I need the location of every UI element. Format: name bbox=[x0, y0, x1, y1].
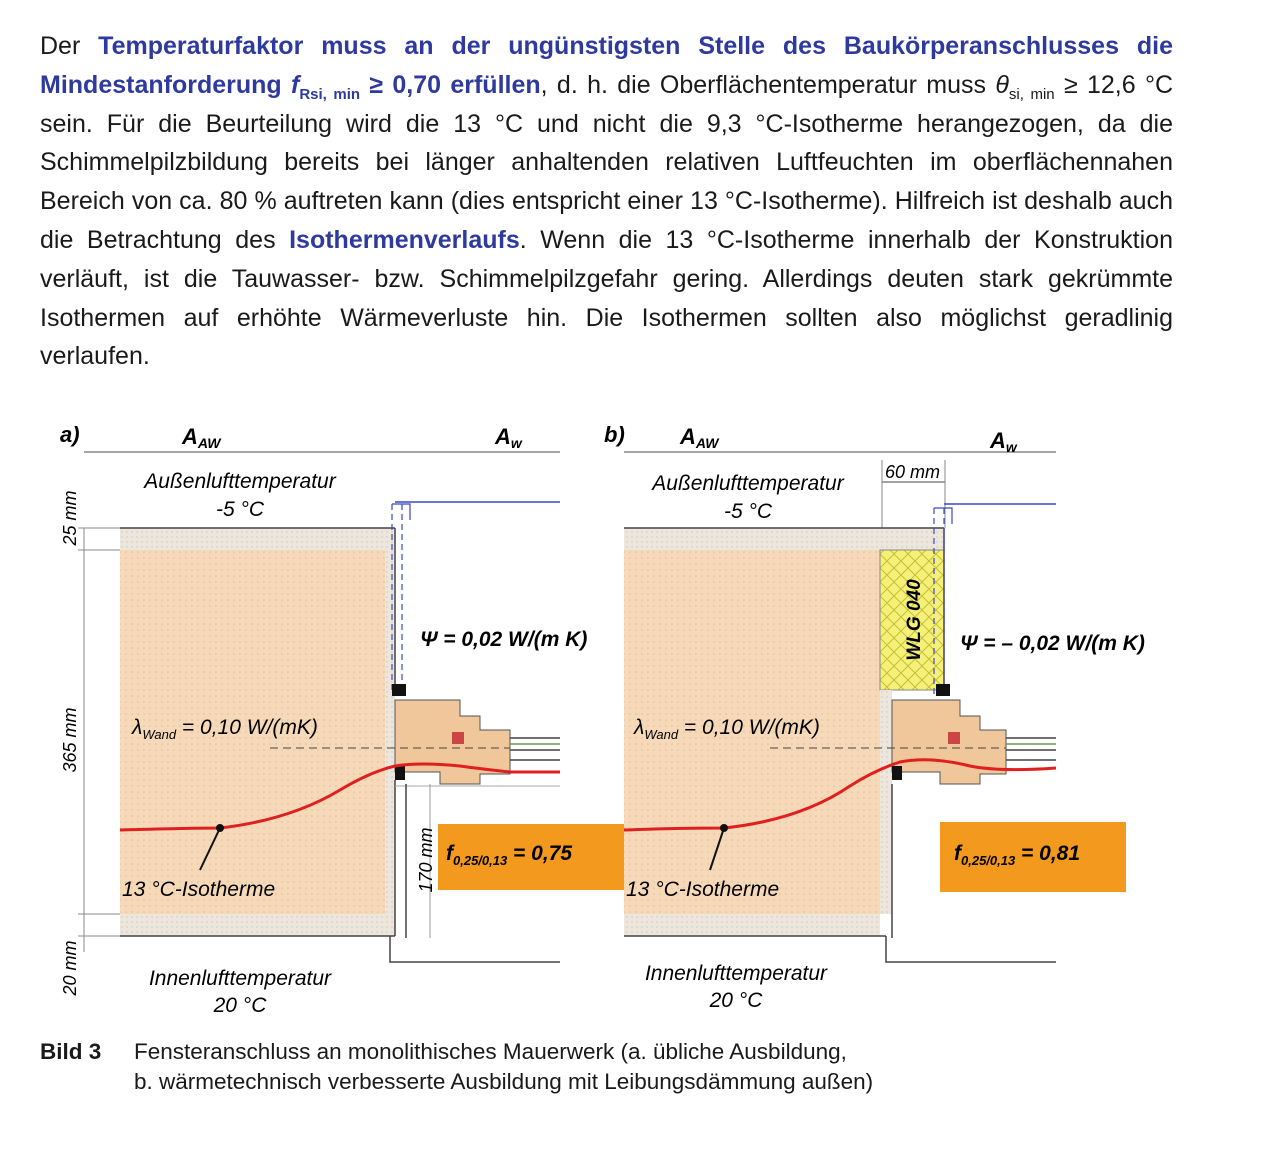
indoor-label: Innenlufttemperatur bbox=[644, 962, 828, 985]
figure-caption bbox=[40, 1037, 873, 1097]
indoor-label: Innenlufttemperatur bbox=[148, 967, 332, 990]
theta-symbol: θ bbox=[995, 70, 1009, 99]
dim-bottom: 20 mm bbox=[60, 940, 80, 996]
text-run: , d. h. die Oberflächentemperatur muss bbox=[540, 70, 996, 99]
inner-reveal-line bbox=[390, 936, 560, 962]
lambda-label: $\lambda_{Wand} = 0,10$ W/(mK) bbox=[634, 716, 820, 742]
b-w-label: Aw bbox=[990, 428, 1017, 455]
psi-value: Ψ = 0,02 W/(m K) bbox=[420, 628, 588, 651]
insulation-label: WLG 040 bbox=[904, 579, 925, 661]
inner-plaster bbox=[120, 914, 395, 936]
highlight-isothermenverlauf: Isothermenverlaufs bbox=[289, 225, 520, 254]
panel-a bbox=[60, 422, 624, 1017]
caption-line-2: b. wärmetechnisch verbesserte Ausbildung mit Leibungsdämmung außen) bbox=[134, 1069, 874, 1094]
f-value: $f_{0,25/0,13} = 0,81$ bbox=[954, 842, 1081, 868]
outdoor-value: -5 °C bbox=[723, 500, 773, 523]
caption-line-1: Fensteranschluss an monolithisches Mauerwerk (a. übliche Ausbildung, bbox=[134, 1039, 847, 1064]
dim-mid: 365 mm bbox=[60, 707, 80, 773]
dim-top: 25 mm bbox=[60, 490, 80, 546]
body-paragraph bbox=[40, 27, 1173, 376]
outer-plaster bbox=[120, 528, 395, 550]
panel-a-label: a) bbox=[60, 422, 80, 447]
outdoor-label: Außenlufttemperatur bbox=[652, 472, 844, 495]
dim-reveal: 170 mm bbox=[416, 827, 436, 893]
isotherm-label: 13 °C-Isotherme bbox=[626, 878, 780, 901]
inner-plaster bbox=[624, 914, 880, 936]
dim-insulation: 60 mm bbox=[885, 462, 941, 482]
b-aw-label: AAW bbox=[680, 424, 719, 451]
detail-drawing bbox=[40, 400, 1240, 1030]
outer-plaster bbox=[624, 528, 944, 550]
highlight-temperaturfaktor: Temperaturfaktor muss an der ungünstigsten Stelle des Baukörperanschlusses die Mindestanforderung $f_{Rsi, min} \ge 0,70$ erfüllen bbox=[40, 32, 1173, 103]
panel-b-label: b) bbox=[604, 422, 625, 447]
theta-subscript: si, min bbox=[1008, 85, 1055, 103]
indoor-value: 20 °C bbox=[213, 994, 267, 1017]
indoor-value: 20 °C bbox=[709, 989, 763, 1012]
outdoor-label: Außenlufttemperatur bbox=[144, 470, 336, 493]
text-run: ≥ 12,6 °C sein. Für die Beurteilung wird die 13 °C und nicht die 9,3 °C-Isotherme herangezogen, da die Schimmelpilzbildung bereits bei länger anhaltenden relativen Luftfeuchten im oberflächennahen Bereich von ca. 80 % auftreten kann (dies entspricht einer 13 °C-Isotherme). Hilfreich ist deshalb auch die Betrachtung des bbox=[40, 70, 1174, 254]
outdoor-value: -5 °C bbox=[215, 498, 265, 521]
figure-window-connection bbox=[40, 400, 1240, 1030]
isotherm-label: 13 °C-Isotherme bbox=[122, 878, 276, 901]
a-aw-label: AAW bbox=[182, 424, 221, 451]
lambda-label: $\lambda_{Wand} = 0,10$ W/(mK) bbox=[132, 716, 318, 742]
caption-label: Bild 3 bbox=[40, 1039, 102, 1064]
panel-b bbox=[604, 422, 1145, 1012]
psi-value: Ψ = – 0,02 W/(m K) bbox=[960, 632, 1145, 655]
text-run: Der bbox=[40, 32, 99, 60]
a-w-label: Aw bbox=[495, 424, 522, 451]
f-value: $f_{0,25/0,13} = 0,75$ bbox=[446, 842, 573, 868]
text-run: . Wenn die 13 °C-Isotherme innerhalb der Konstruktion verläuft, ist die Tauwasser- bzw. Schimmelpilzgefahr gering. Allerdings deuten stark gekrümmte Isothermen auf erhöhte Wärmeverluste hin. Die Isothermen sollten also möglichst geradlinig verlaufen. bbox=[40, 225, 1173, 371]
